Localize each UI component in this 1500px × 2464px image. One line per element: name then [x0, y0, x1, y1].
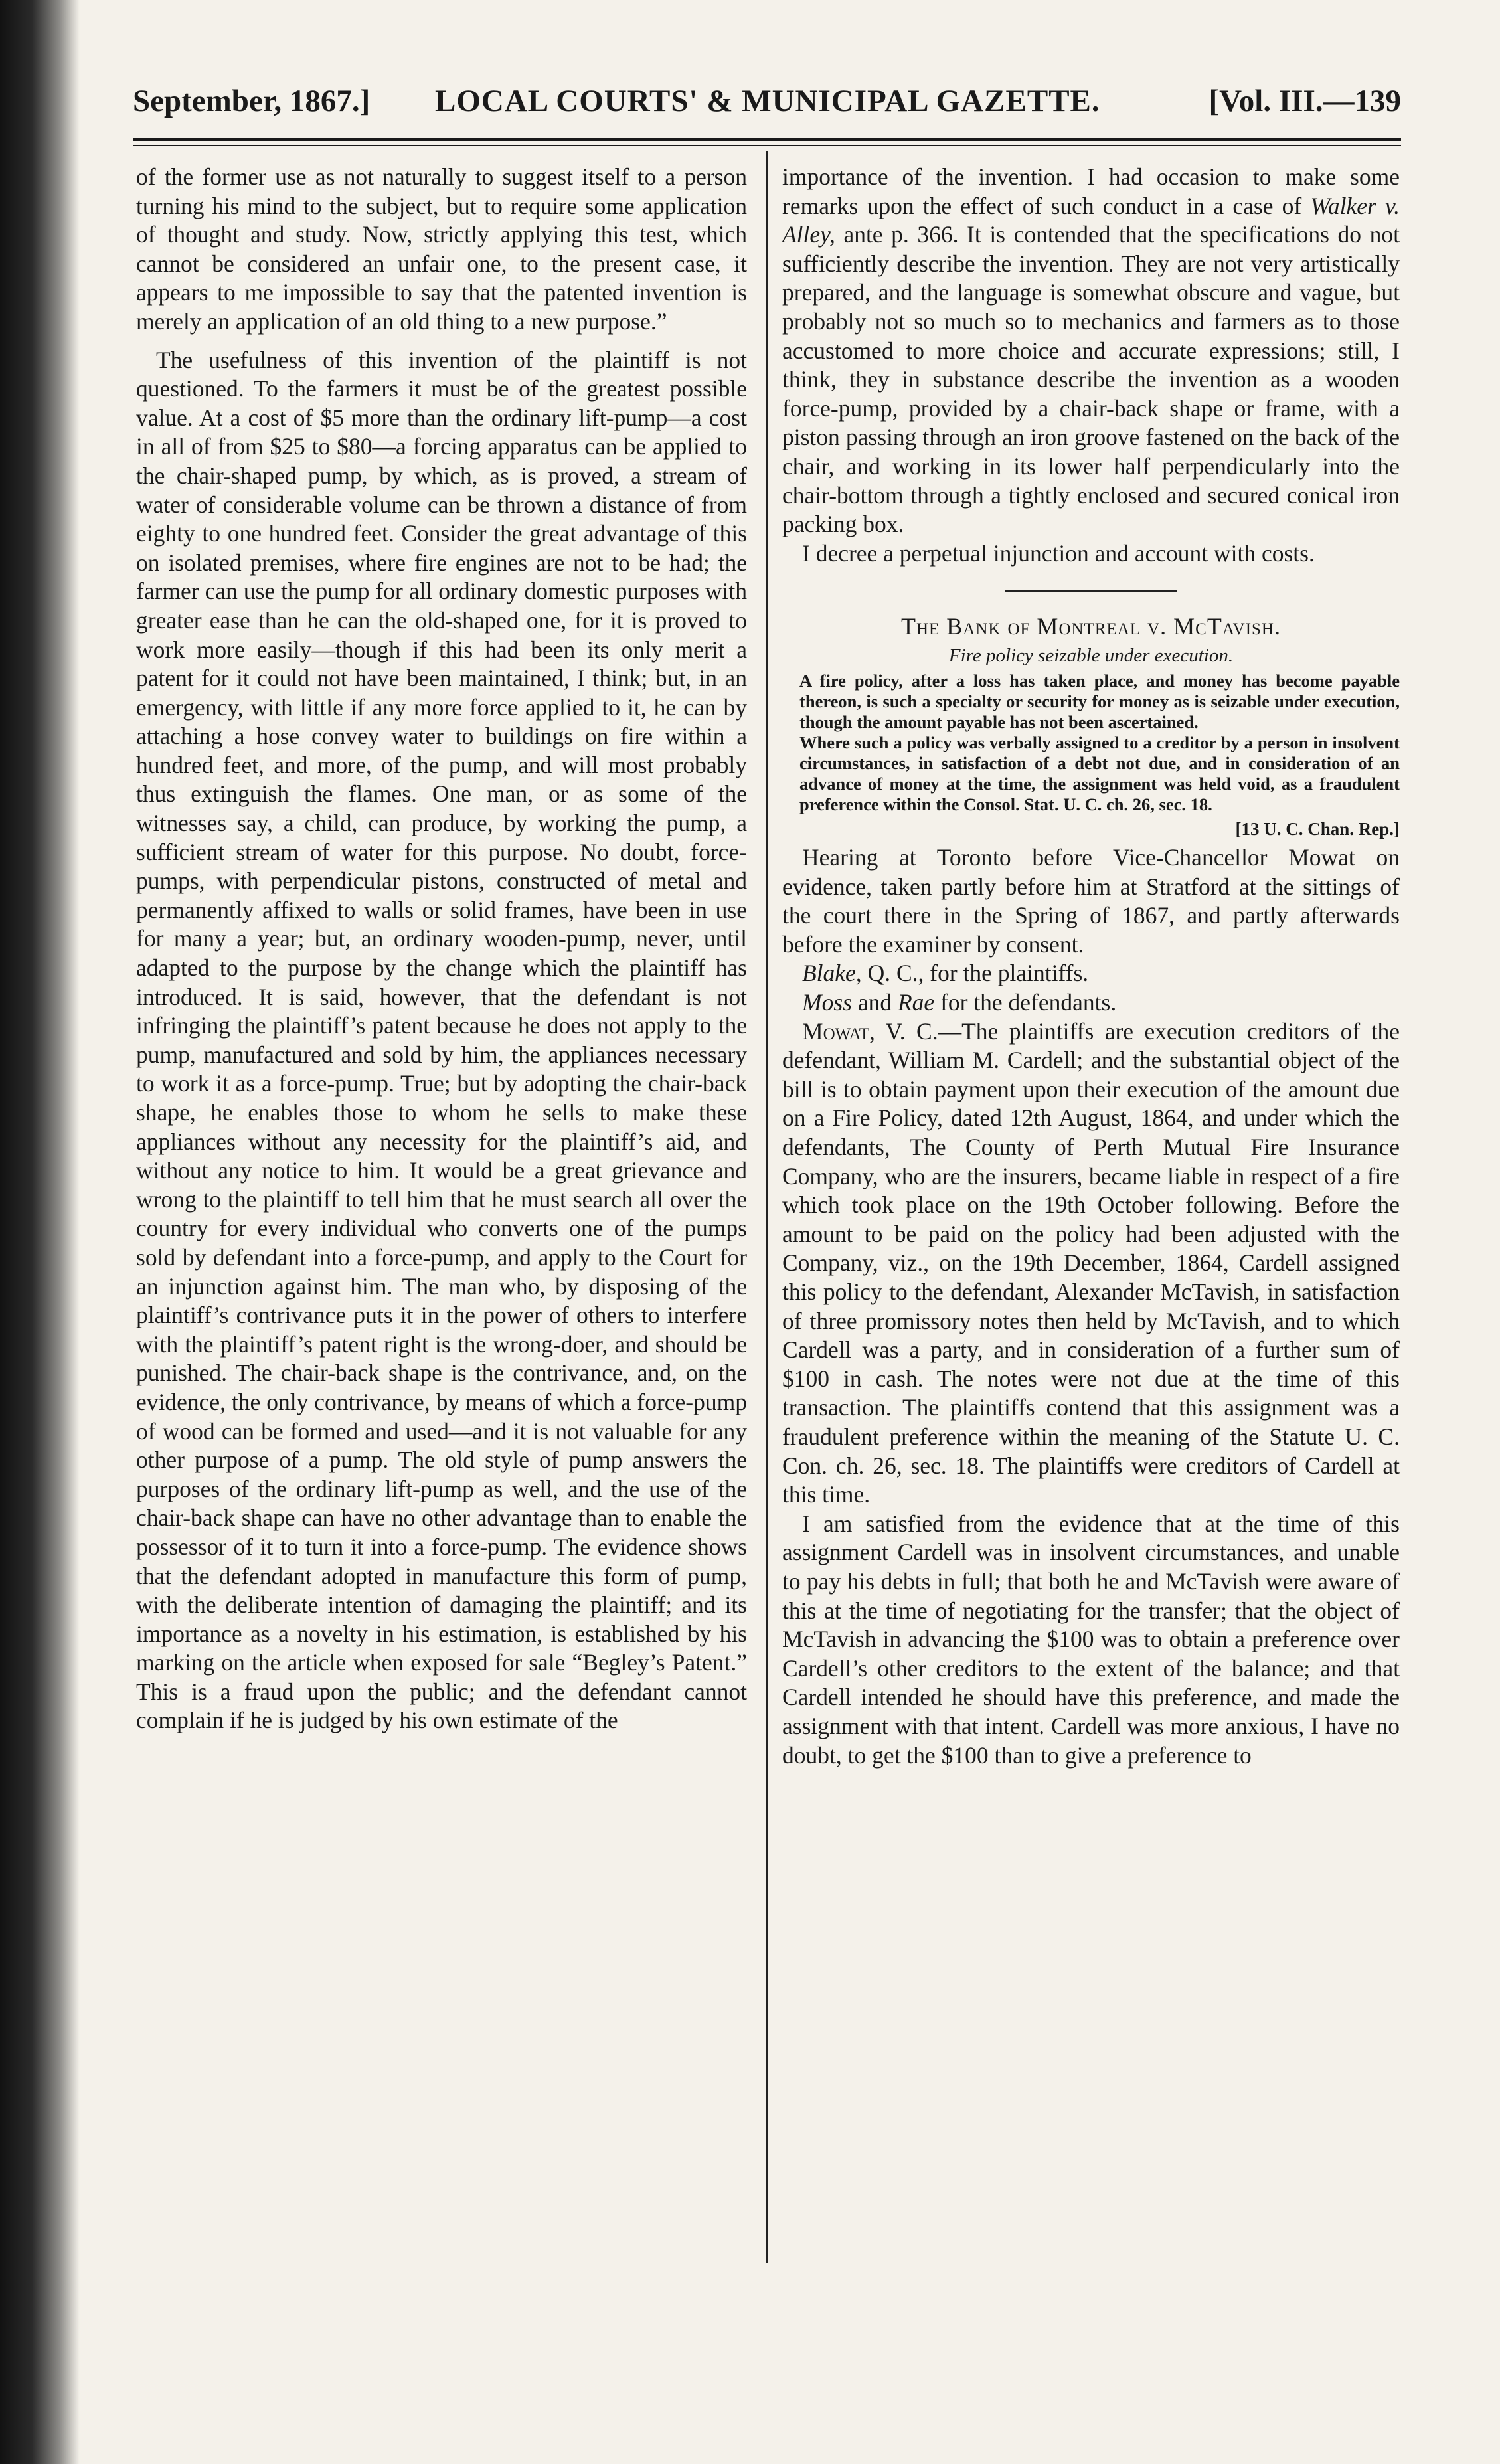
- judge-name: Mowat, V. C.: [802, 1017, 938, 1045]
- findings-paragraph: I am satisfied from the evidence that at the time of this assignment Cardell was in insolvent circumstances, and unable to pay his debts in full; that both he and McTavish were aware of this at the time of negotiating for the transfer; that the object of McTavish in advancing the $100 was to obtain a preference over Cardell’s other creditors to the extent of the balance; and that Cardell intended he should have this preference, and made the assignment with that intent. Cardell was more anxious, I have no doubt, to get the $100 than to give a preference to: [782, 1510, 1400, 1769]
- headnote-2: Where such a policy was verbally assigned to a creditor by a person in insolvent circumstances, in satisfaction of a debt not due, and in consideration of an advance of money at the time, the assignment was held void, as a fraudulent preference within the Consol. Stat. U. C. ch. 26, sec. 18.: [799, 732, 1400, 814]
- right-paragraph-1-rest: ante p. 366. It is contended that the specifications do not sufficiently describe the invention. They are not very artistically prepared, and the language is somewhat obscure and vague, but probably not so much so to mechanics and farmers as to those accustomed to more choice and accurate expressions; still, I think, they in substance describe the invention as a wooden force-pump, provided by a chair-back shape or frame, with a piston passing through an iron groove fastened on the back of the chair, and working in its lower half perpendicularly into the chair-bottom through a tightly enclosed and secured conical iron packing box.: [782, 221, 1400, 538]
- cited-case: Walker v. Alley,: [782, 192, 1400, 248]
- right-paragraph-1-text: importance of the invention. I had occasion to make some remarks upon the effect of such conduct in a case of: [782, 163, 1400, 219]
- book-binding-shadow: [0, 0, 80, 2464]
- judgment-text: —The plaintiffs are execution creditors of the defendant, William M. Cardell; and the substantial object of the bill is to obtain payment upon their execution of the amount due on a Fire Policy, dated 12th August, 1864, and under which the defendants, The County of Perth Mutual Fire Insurance Company, who are the insurers, became liable in respect of a fire which took place on the 19th October following. Before the amount to be paid on the policy had been adjusted with the Company, viz., on the 19th December, 1864, Cardell assigned this policy to the defendant, Alexander McTavish, in satisfaction of three promissory notes then held by McTavish, and to which Cardell was a party, and in consideration of a further sum of $100 in cash. The notes were not due at the time of this transaction. The plaintiffs contend that this assignment was a fraudulent preference within the meaning of the Statute U. C. Con. ch. 26, sec. 18. The plaintiffs were creditors of Cardell at this time.: [782, 1017, 1400, 1508]
- right-column: [782, 163, 1400, 1770]
- case-subtitle: Fire policy seizable under execution.: [948, 644, 1234, 666]
- right-paragraph-1: [782, 163, 1400, 539]
- header-rule-thin: [133, 145, 1401, 146]
- column-divider: [766, 151, 768, 2263]
- section-divider: [1005, 590, 1177, 592]
- left-column: [136, 163, 747, 1735]
- counsel-plaintiffs: [782, 959, 1400, 988]
- judgment-paragraph: [782, 1017, 1400, 1510]
- header-rule-thick: [133, 138, 1401, 141]
- case-title: The Bank of Montreal v. McTavish.: [900, 613, 1281, 640]
- header-title: LOCAL COURTS' & MUNICIPAL GAZETTE.: [435, 84, 1100, 118]
- counsel-2-name-b: Rae: [897, 989, 935, 1016]
- header-date: September, 1867.]: [133, 84, 371, 118]
- counsel-2-name-a: Moss: [802, 989, 852, 1016]
- report-citation: [13 U. C. Chan. Rep.]: [1235, 818, 1400, 839]
- running-header: [133, 83, 1401, 130]
- counsel-1-name: Blake,: [802, 960, 862, 987]
- counsel-defendants: [782, 988, 1400, 1017]
- left-paragraph-1: of the former use as not naturally to suggest itself to a person turning his mind to the subject, but to require some application of thought and study. Now, strictly applying this test, which cannot be considered an unfair one, to the present case, it appears to me impossible to say that the patented invention is merely an application of an old thing to a new purpose.”: [136, 163, 747, 335]
- counsel-2-role: for the defendants.: [940, 989, 1117, 1016]
- headnote-1: A fire policy, after a loss has taken place, and money has become payable thereon, is such a specialty or security for money as is seizable under execution, though the amount payable has not been ascertained.: [799, 670, 1400, 732]
- hearing-paragraph: Hearing at Toronto before Vice-Chancellor Mowat on evidence, taken partly before him at Stratford at the sittings of the court there in the Spring of 1867, and partly afterwards before the examiner by consent.: [782, 844, 1400, 958]
- left-paragraph-2: The usefulness of this invention of the plaintiff is not questioned. To the farmers it must be of the greatest possible value. At a cost of $5 more than the ordinary lift-pump—a cost in all of from $25 to $80—a forcing apparatus can be applied to the chair-shaped pump, by which, as is proved, a stream of water of considerable volume can be thrown a distance of from eighty to one hundred feet. Consider the great advantage of this on isolated premises, where fire engines are not to be had; the farmer can use the pump for all ordinary domestic purposes with greater ease than he can the old-shaped one, for it is proved to work more easily—though if this had been its only merit a patent for it could not have been maintained, I think; but, in an emergency, with little if any more force applied to it, he can by attaching a hose convey water to buildings on fire within a hundred feet, and more, of the pump, and will most probably thus extinguish the flames. One man, or as some of the witnesses say, a child, can produce, by working the pump, a sufficient stream of water for this purpose. No doubt, force-pumps, with perpendicular pistons, constructed of metal and permanently affixed to walls or solid frames, have been in use for many a year; but, an ordinary wooden-pump, never, until adapted to the purpose by the change which the plaintiff has introduced. It is said, however, that the defendant is not infringing the plaintiff’s patent because he does not apply to the pump, manufactured and sold by him, the appliances necessary to work it as a force-pump. True; but by adopting the chair-back shape, he enables those to whom he sells to make these appliances without any necessity for the plaintiff’s aid, and without any notice to him. It would be a great grievance and wrong to the plaintiff to tell him that he must search all over the country for every individual who converts one of the pumps sold by defendant into a force-pump, and apply to the Court for an injunction against him. The man who, by disposing of the plaintiff’s contrivance puts it in the power of others to interfere with the plaintiff’s patent right is the wrong-doer, and should be punished. The chair-back shape is the contrivance, and, on the evidence, the only contrivance, by means of which a force-pump of wood can be formed and used—and it is not valuable for any other purpose of a pump. The old style of pump answers the purposes of the ordinary lift-pump as well, and the use of the chair-back shape can have no other advantage than to enable the possessor of it to turn it into a force-pump. The evidence shows that the defendant adopted in manufacture this form of pump, with the deliberate intention of damaging the plaintiff; and its importance as a novelty in his estimation, is established by his marking on the article when exposed for sale “Begley’s Patent.” This is a fraud upon the public; and the defendant cannot complain if he is judged by his own estimate of the: [136, 346, 747, 1734]
- counsel-2-and: and: [857, 989, 892, 1016]
- header-page-number: [Vol. III.—139: [1208, 84, 1401, 118]
- decree-paragraph: I decree a perpetual injunction and account with costs.: [802, 539, 1315, 567]
- counsel-1-role: Q. C., for the plaintiffs.: [867, 960, 1089, 987]
